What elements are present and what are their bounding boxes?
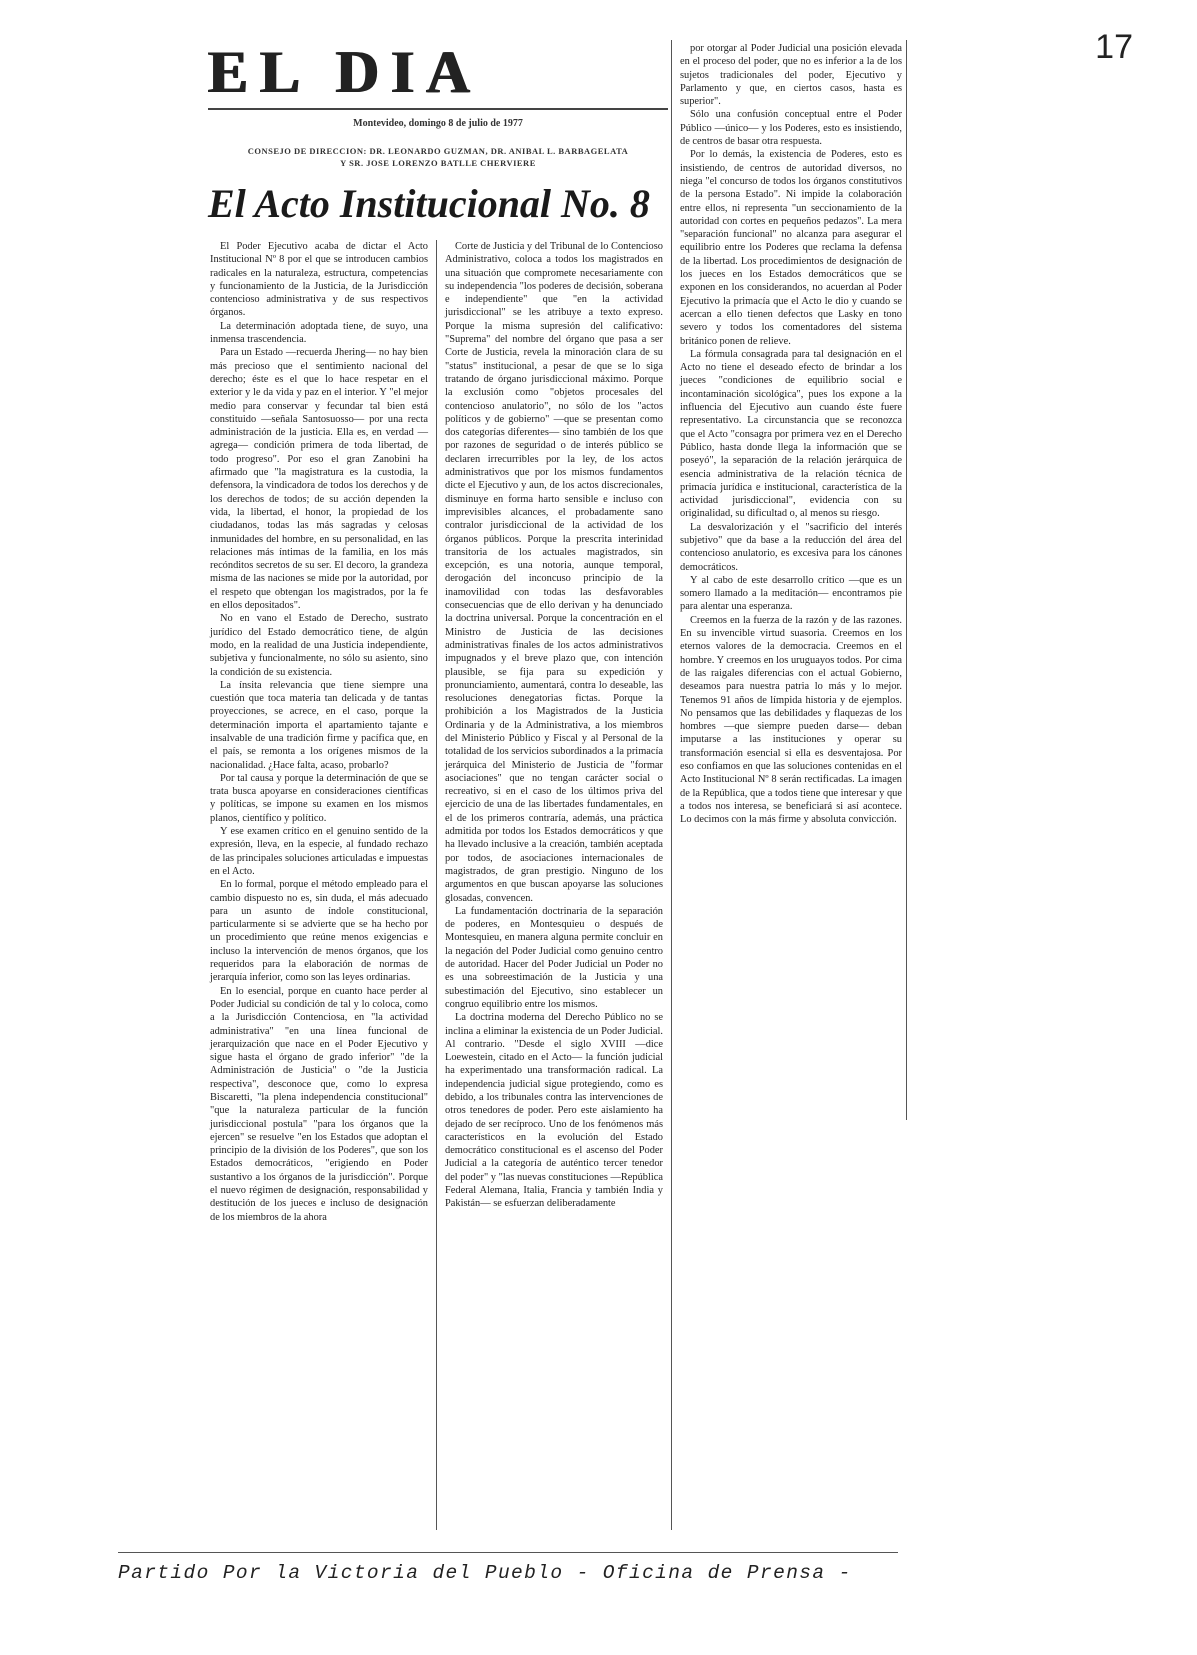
paragraph: La determinación adoptada tiene, de suyo, una inmensa trascendencia.	[210, 320, 428, 346]
page-number: 17	[1095, 28, 1133, 66]
paragraph: Sólo una confusión conceptual entre el Poder Público —único— y los Poderes, esto es insistiendo, de centros de basar otra respuesta.	[680, 109, 902, 148]
publication-date: Montevideo, domingo 8 de julio de 1977	[353, 118, 523, 129]
paragraph: Por lo demás, la existencia de Poderes, esto es insistiendo, de centros de autoridad diversos, no niega "el concurso de todos los órganos constitutivos de la persona Estado". Ni impide la colaboración entre ellos, ni representa "un seccionamiento de la autoridad con cortes en pequeños pedazos". La mera "separación funcional" no alcanza para asegurar el equilibrio entre los Poderes que reclama la defensa de la libertad. Los procedimientos de designación de los jueces en los Estados democráticos que se exponen en los considerandos, no acuerdan al Poder Ejecutivo la primacía que el Acto le dio y cuando se acercan a ello tienen defectos que Lasky en tono severo y todos los comentadores del sistema británico ponen de relieve.	[680, 149, 902, 347]
paragraph: El Poder Ejecutivo acaba de dictar el Acto Institucional Nº 8 por el que se introducen cambios radicales en la naturaleza, estructura, competencias y funcionamiento de la Justicia, de la Jurisdicción contencioso administrativa y de sus respectivos órganos.	[210, 241, 428, 319]
paragraph: por otorgar al Poder Judicial una posición elevada en el proceso del poder, que no es inferior a la de los sujetos tradicionales del poder, Ejecutivo y Parlamento y que, en ciertos casos, hasta es superior".	[680, 43, 902, 108]
paragraph: En lo formal, porque el método empleado para el cambio dispuesto no es, sin duda, el más adecuado para un asunto de índole constitucional, particularmente si se advierte que se ha hecho por un procedimiento que reúne menos exigencias e incluso la intervención de menos órganos, que los requeridos para la elaboración de normas de jerarquía inferior, como son las leyes ordinarias.	[210, 879, 428, 984]
masthead	[208, 39, 668, 169]
newspaper-title: EL DIA	[208, 39, 482, 105]
editorial-board-line-2: Y SR. JOSE LORENZO BATLLE CHERVIERE	[340, 158, 536, 168]
paragraph: Corte de Justicia y del Tribunal de lo Contencioso Administrativo, coloca a todos los magistrados en una situación que compromete necesariamente con su independencia "los poderes de decisión, soberana e independiente" que "en la actividad jurisdiccional" se les atribuye a texto expreso. Porque la misma supresión del calificativo: "Suprema" del nombre del órgano que pasa a ser Corte de Justicia, revela la minoración clara de su "status" institucional, a pesar de que se lo siga tratando de órgano jurisdiccional máximo. Porque la exclusión como "objetos procesales del contencioso anulatorio", no sólo de los "actos políticos y de gobierno" —que se presentan como dos categorías diferentes— sino también de los que por razones de seguridad o de interés público se declaren irrecurribles por la ley, de los actos administrativos que por los mismos fundamentos dicte el Ejecutivo y aun, de los actos discrecionales, disminuye en forma harto sensible e incluso con imprevisibles alcances, el probadamente sano contralor jurisdiccional de la actividad de los órganos públicos. Porque la prescrita interinidad transitoria de los actuales magistrados, sin excepción, es una notoria, aunque temporal, derogación del inconcuso principio de la inamovilidad con todas las desfavorables consecuencias que de ello derivan y ha denunciado la doctrina universal. Porque la concentración en el Ministro de Justicia de las decisiones administrativas finales de los actos administrativos impugnados y el breve plazo que, con intención plausible, se fija para su expedición y pronunciamiento, aumentará, contra lo deseable, las resoluciones denegatorias fictas. Porque la prohibición a los Magistrados de la Justicia Ordinaria y de la Administrativa, a los miembros del Ministerio Público y Fiscal y al Personal de la totalidad de los servicios subordinados a la primacía jerárquica del Ministerio de Justicia de "formar asociaciones" que no tengan carácter social o recreativo, si en el caso de los últimos priva del ejercicio de una de las libertades fundamentales, en el de los primeros contraría, además, una práctica admitida por todos los Estados democráticos y que ha llevado inclusive a la creación, también aceptada por todos, de asociaciones internacionales de magistrados, de gran prestigio. Ninguno de los argumentos en que buscan apoyarse las soluciones glosadas, convencen.	[445, 241, 663, 904]
column-divider-3	[906, 40, 907, 1120]
paragraph: Creemos en la fuerza de la razón y de las razones. En su invencible virtud suasoria. Creemos en los eternos valores de la democracia. Creemos en el hombre. Y creemos en los uruguayos todos. Por cima de las raigales diferencias con el actual Gobierno, deseamos para nuestra patria lo más y lo mejor. Tenemos 91 años de límpida historia y de ejemplos. No pensamos que las debilidades y flaquezas de los hombres —que siempre pueden darse— deban imputarse a las instituciones y operar su transformación esencial si ella es desventajosa. Por eso confiamos en que las soluciones contenidas en el Acto Institucional Nº 8 serán rectificadas. La imagen de la República, que a todos tiene que interesar y que a todos nos interesa, se beneficiará si así acontece. Lo decimos con la más firme y absoluta convicción.	[680, 614, 902, 826]
paragraph: Y ese examen crítico en el genuino sentido de la expresión, lleva, en la especie, al fundado rechazo de las principales soluciones articuladas e impuestas en el Acto.	[210, 826, 428, 877]
editorial-board-line-1: CONSEJO DE DIRECCION: DR. LEONARDO GUZMAN, DR. ANIBAL L. BARBAGELATA	[247, 146, 629, 156]
article-column-3	[680, 42, 902, 827]
paragraph: En lo esencial, porque en cuanto hace perder al Poder Judicial su condición de tal y lo coloca, como a la Jurisdicción Contenciosa, en "la actividad administrativa" "en una línea funcional de jerarquización que nace en el Poder Ejecutivo y sigue hasta el órgano de grado inferior" "de la Administración de Justicia" o "de la Justicia respectiva", desconoce que, como lo expresa Biscaretti, "la plena independencia constitucional" "que la naturaleza particular de la función jurisdiccional postula" "para los órganos que la ejercen" se resuelve "en los Estados que adoptan el principio de la división de los Poderes", que son los Estados democráticos, "erigiendo en Poder sustantivo a los órganos de la jurisdicción". Porque el nuevo régimen de designación, responsabilidad y destitución de los jueces e incluso de designación de los miembros de la ahora	[210, 985, 428, 1223]
paragraph: La fórmula consagrada para tal designación en el Acto no tiene el deseado efecto de brindar a los jueces "condiciones de equilibrio social e incontaminación sicológica", pues los expone a la influencia del Ejecutivo aun cuando éste fuere representativo. La circunstancia que se reconozca que el Acto "consagra por primera vez en el Derecho Público, hasta donde llega la información que se poseyó", la separación de la relación jerárquica de esencia administrativa de la relación técnica de primacía jurídica e institucional, característica de la actividad jurisdiccional", evidencia con su originalidad, su dificultad o, al menos su riesgo.	[680, 348, 902, 520]
article-headline: El Acto Institucional No. 8	[208, 181, 650, 226]
paragraph: Y al cabo de este desarrollo crítico —que es un somero llamado a la meditación— encontramos pie para alentar una esperanza.	[680, 574, 902, 613]
paragraph: La ínsita relevancia que tiene siempre una cuestión que toca materia tan delicada y de tantas proyecciones, se acrece, en el caso, porque la determinación importa el apartamiento tajante e insalvable de una tradición firme y pacífica que, en el país, se remonta a los orígenes mismos de la nacionalidad. ¿Hace falta, acaso, probarlo?	[210, 679, 428, 771]
article-column-2	[445, 240, 663, 1211]
paragraph: La doctrina moderna del Derecho Público no se inclina a eliminar la existencia de un Poder Judicial. Al contrario. "Desde el siglo XVIII —dice Loewestein, citado en el Acto— la función judicial ha experimentado una transformación radical. La independencia judicial sigue protegiendo, como es debido, a los tribunales contra las intervenciones de otros tenedores de poder. Pero este aislamiento ha dejado de ser recíproco. Uno de los fenómenos más característicos en la evolución del Estado democrático constitucional es el ascenso del Poder Judicial a la categoría de auténtico tercer tenedor del poder" y "las nuevas constituciones —República Federal Alemana, Italia, Francia y también India y Pakistán— se esfuerzan deliberadamente	[445, 1012, 663, 1210]
paragraph: No en vano el Estado de Derecho, sustrato jurídico del Estado democrático tiene, de algún modo, en la realidad de una Justicia independiente, subjetiva y funcionalmente, no sólo su asiento, sino la condición de su existencia.	[210, 613, 428, 678]
editorial-board	[208, 145, 668, 169]
masthead-rule	[208, 108, 668, 110]
column-divider-1	[436, 240, 437, 1530]
paragraph: Por tal causa y porque la determinación de que se trata busca apoyarse en consideraciones científicas y políticas, se impone su examen en los mismos planos, científico y político.	[210, 772, 428, 824]
paragraph: Para un Estado —recuerda Jhering— no hay bien más precioso que el sentimiento nacional del derecho; éste es el que lo hace respetar en el exterior y le da vida y paz en el interior. Y "el mejor medio para conservar y fecundar tal bien está constituido —señala Santosuosso— por una recta administración de la justicia. Ella es, en verdad —agrega— condición primera de toda libertad, de todo progreso". Por eso el gran Zanobini ha afirmado que "la magistratura es la custodia, la defensora, la vindicadora de todos los derechos y de los derechos de todos; de su acción dependen la vida, la libertad, el honor, la propiedad de los ciudadanos, todas las más sagradas y celosas inmunidades del hombre, en su personalidad, en las relaciones más íntimas de la familia, en los más recónditos secretos de su ser. El decoro, la grandeza misma de las naciones se mide por la autoridad, por el respeto que obtengan los magistrados, por la fe en ellos depositados".	[210, 347, 428, 612]
paragraph: La desvalorización y el "sacrificio del interés subjetivo" que da base a la reducción del área del contencioso anulatorio, es excesiva para los cánones democráticos.	[680, 521, 902, 573]
footer-rule	[118, 1552, 898, 1553]
footer-text: Partido Por la Victoria del Pueblo - Oficina de Prensa -	[118, 1562, 852, 1584]
paragraph: La fundamentación doctrinaria de la separación de poderes, en Montesquieu o después de Montesquieu, en manera alguna permite concluir en la negación del Poder Judicial como genuino centro de autoridad. Hacer del Poder Judicial un Poder no es una sobreestimación de la Justicia y una subestimación del Ejecutivo, sino establecer un congruo equilibrio entre los mismos.	[445, 905, 663, 1010]
column-divider-2	[671, 40, 672, 1530]
article-column-1	[210, 240, 428, 1224]
